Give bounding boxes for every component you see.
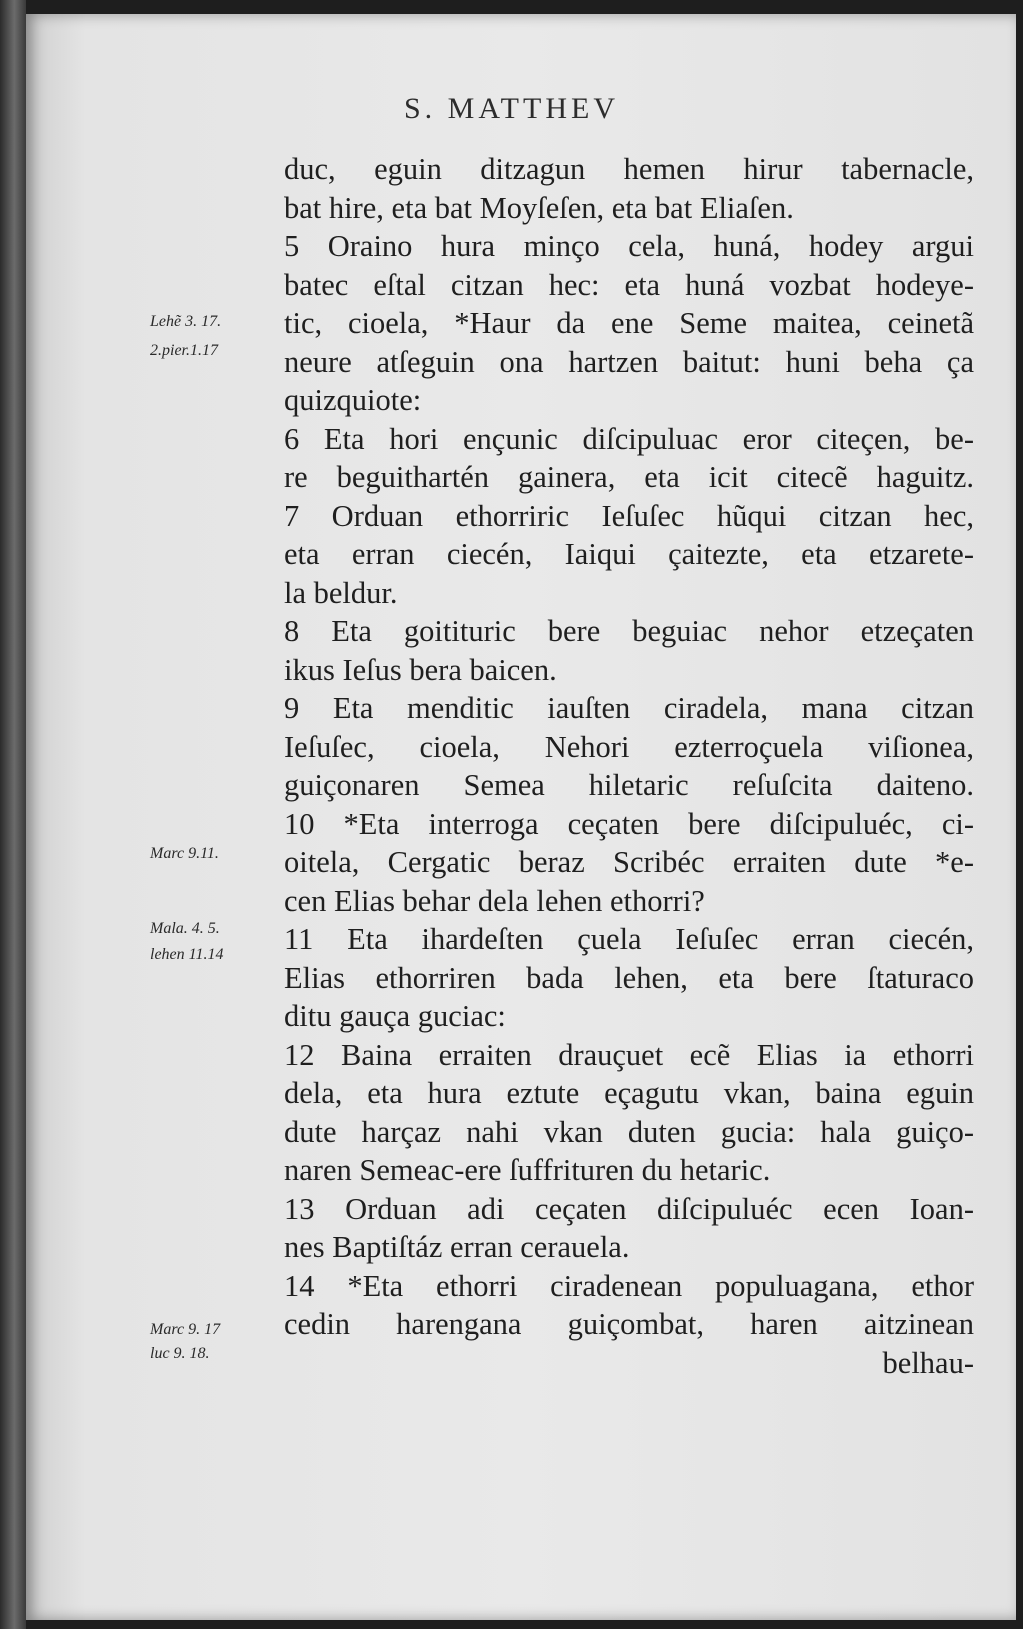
text-line: dute harçaz nahi vkan duten gucia: hala guiço- [284, 1114, 974, 1149]
text-line: ditu gauça guciac: [284, 999, 506, 1033]
text-line: quizquiote: [284, 383, 422, 417]
text-line: batec eſtal citzan hec: eta huná vozbat hodeye- [284, 267, 974, 302]
text-line: Elias ethorriren bada lehen, eta bere ſtaturaco [284, 960, 974, 995]
text-line: cedin harengana guiçombat, haren aitzinean [284, 1307, 974, 1341]
text-line: Ieſuſec, cioela, Nehori ezterroçuela viſionea, [284, 729, 974, 764]
text-line: re beguithartén gainera, eta icit citecẽ haguitz. [284, 460, 974, 494]
text-line: 12 Baina erraiten drauçuet ecẽ Elias ia ethorri [284, 1037, 974, 1072]
running-header: S. MATTHEV [403, 92, 619, 125]
margin-note: Mala. 4. 5. [150, 920, 220, 937]
book-spine [0, 0, 26, 1629]
body-text [284, 150, 974, 1382]
text-line: nes Baptiſtáz erran cerauela. [284, 1230, 630, 1264]
margin-note: 2.pier.1.17 [150, 342, 218, 359]
text-line: 13 Orduan adi ceçaten diſcipuluéc ecen Ioan- [284, 1191, 974, 1226]
text-line: ikus Ieſus bera baicen. [284, 652, 557, 687]
text-line: tic, cioela, *Haur da ene Seme maitea, ceinetã [284, 306, 974, 340]
text-line: 5 Oraino hura minço cela, huná, hodey argui [284, 229, 974, 263]
text-line: 8 Eta goitituric bere beguiac nehor etzeçaten [284, 614, 974, 648]
text-line: la beldur. [284, 575, 398, 610]
text-line: cen Elias behar dela lehen ethorri? [284, 883, 705, 918]
text-line: dela, eta hura eztute eçagutu vkan, baina eguin [284, 1076, 974, 1110]
text-line: oitela, Cergatic beraz Scribéc erraiten dute *e- [284, 845, 974, 879]
margin-note: luc 9. 18. [150, 1345, 210, 1362]
catchword: belhau- [882, 1345, 974, 1380]
text-line: 14 *Eta ethorri ciradenean populuagana, ethor [284, 1268, 974, 1303]
text-line: 9 Eta menditic iauſten ciradela, mana citzan [284, 691, 974, 725]
text-line: 7 Orduan ethorriric Ieſuſec hũqui citzan hec, [284, 498, 974, 533]
text-line: 6 Eta hori ençunic diſcipuluac eror citeçen, be- [284, 421, 974, 456]
text-line: eta erran ciecén, Iaiqui çaitezte, eta etzarete- [284, 537, 974, 571]
text-line: 11 Eta ihardeſten çuela Ieſuſec erran ciecén, [284, 922, 974, 956]
margin-note: Marc 9.11. [150, 845, 219, 862]
text-line: naren Semeac-ere ſuffrituren du hetaric. [284, 1153, 771, 1187]
text-line: bat hire, eta bat Moyſeſen, eta bat Eliaſen. [284, 190, 794, 225]
text-line: 10 *Eta interroga ceçaten bere diſcipuluéc, ci- [284, 806, 974, 841]
text-line: neure atſeguin ona hartzen baitut: huni beha ça [284, 344, 974, 379]
text-line: guiçonaren Semea hiletaric reſuſcita daiteno. [284, 768, 974, 802]
margin-note: Lehẽ 3. 17. [150, 313, 222, 330]
margin-note: lehen 11.14 [150, 946, 224, 963]
text-line: duc, eguin ditzagun hemen hirur tabernacle, [284, 152, 974, 186]
margin-note: Marc 9. 17 [150, 1321, 221, 1338]
